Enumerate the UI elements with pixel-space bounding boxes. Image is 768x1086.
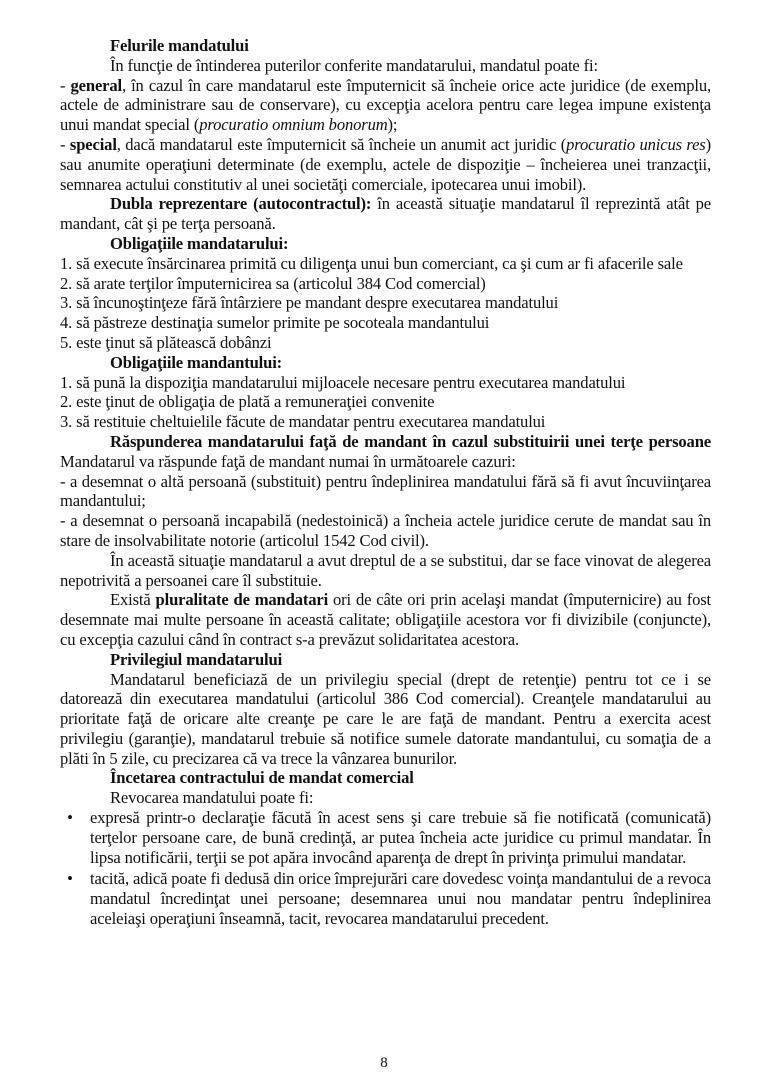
bullet-icon: •: [67, 869, 73, 889]
paragraph-revocare-intro: Revocarea mandatului poate fi:: [110, 788, 314, 808]
list-item: 3. să restituie cheltuielile făcute de mandatar pentru executarea mandatului: [60, 412, 546, 432]
paragraph-intro: În funcţie de întinderea puterilor conferite mandatarului, mandatul poate fi:: [110, 55, 598, 75]
list-item: 1. să pună la dispoziţia mandatarului mijloacele necesare pentru executarea mandatului: [60, 372, 626, 392]
page-number: 8: [380, 1055, 388, 1071]
term-pluralitate: pluralitate de mandatari: [155, 590, 329, 610]
list-item: 4. să păstreze destinaţia sumelor primite pe socoteala mandantului: [60, 313, 490, 333]
latin-term: procuratio unicus res: [566, 134, 706, 154]
term-general: general: [70, 75, 122, 95]
paragraph-privilegiu: Mandatarul beneficiază de un privilegiu special (drept de retenţie) pentru tot ce i se datorează din executarea mandatului (articolul 386 Cod comercial). Creanţele mandatarului au prioritate faţă de oricare alte creanţe pe care le are faţă de mandant. Pentru a exercita acest privilegiu (garanţie), mandatarul trebuie să notifice sumele datorate mandantului, cu somaţia de a plăti în 5 zile, cu precizarea că va trece la vânzarea bunurilor.: [60, 669, 711, 768]
bullet-icon: •: [67, 808, 73, 828]
paragraph-raspundere: Răspunderea mandatarului faţă de mandant în cazul substituirii unei terţe persoane Mandatarul va răspunde faţă de mandant numai în următoarele cazuri:: [60, 431, 711, 471]
list-revocare: [60, 808, 711, 929]
paragraph-general: - general, în cazul în care mandatarul este împuternicit să încheie orice acte juridice (de exemplu, actele de administrare sau de conservare), cu excepţia acelora pentru care legea impune existenţa unui mandat special (procuratio omnium bonorum);: [60, 75, 711, 135]
section-title-incetare: Încetarea contractului de mandat comercial: [110, 768, 414, 788]
latin-term: procuratio omnium bonorum: [199, 115, 388, 135]
paragraph-caz-2: - a desemnat o persoană incapabilă (nedestoinică) a încheia actele juridice cerute de mandat sau în stare de insolvabilitate notorie (articolul 1542 Cod civil).: [60, 511, 711, 550]
list-item: 2. să arate terţilor împuternicirea sa (articolul 384 Cod comercial): [60, 273, 486, 293]
list-obligatii-mandant: [60, 373, 711, 432]
list-item: 3. să încunoştinţeze fără întârziere pe mandant despre executarea mandatului: [60, 293, 559, 313]
section-title-obligatii-mandatar: Obligaţiile mandatarului:: [110, 233, 289, 253]
term-special: special: [69, 134, 117, 154]
list-obligatii-mandatar: [60, 254, 711, 353]
list-item: 5. este ţinut să plătească dobânzi: [60, 332, 272, 352]
section-title-felurile: Felurile mandatului: [110, 36, 249, 55]
list-item: • expresă printr-o declaraţie făcută în acest sens şi care trebuie să fie notificată (comunicată) terţelor persoane care, de bună credinţă, ar putea încheia acte juridice cu primul mandatar. În lipsa notificării, terţii se pot apăra invocând aparenţa de drept în privinţa primului mandatar.: [90, 808, 711, 867]
section-title-privilegiu: Privilegiul mandatarului: [110, 649, 283, 669]
paragraph-pluralitate: Există pluralitate de mandatari ori de câte ori prin acelaşi mandat (împuternicire) au fost desemnate mai multe persoane în această calitate; obligaţiile acestora vor fi divizibile (conjuncte), cu excepţia cazului când în contract s-a prevăzut solidaritatea acestora.: [60, 590, 711, 649]
list-item: • tacită, adică poate fi dedusă din orice împrejurări care dovedesc voinţa mandantului de a revoca mandatul încredinţat unei persoane; desemnarea unui nou mandatar pentru îndeplinirea aceleiaşi operaţiuni înseamnă, tacit, revocarea mandatarului precedent.: [90, 869, 711, 928]
section-title-obligatii-mandant: Obligaţiile mandantului:: [110, 352, 283, 372]
list-item: 1. să execute însărcinarea primită cu diligenţa unui bun comerciant, ca şi cum ar fi afacerile sale: [60, 253, 683, 273]
paragraph-dubla-reprezentare: Dubla reprezentare (autocontractul): în această situaţie mandatarul îl reprezintă atât pe mandant, cât şi pe terţa persoană.: [60, 194, 712, 234]
paragraph-special: - special, dacă mandatarul este împuternicit să încheie un anumit act juridic (procuratio unicus res) sau anumite operaţiuni determinate (de exemplu, actele de dispoziţie – încheierea unei tranzacţii, semnarea actului constitutiv al unei societăţi comerciale, ipotecarea unui imobil).: [60, 134, 712, 194]
list-item: 2. este ţinut de obligaţia de plată a remuneraţiei convenite: [60, 392, 435, 412]
document-page: [60, 36, 711, 931]
section-title-raspundere: Răspunderea mandatarului faţă de mandant în cazul substituirii unei terţe persoane: [110, 431, 711, 451]
term-dubla: Dubla reprezentare (autocontractul):: [110, 194, 372, 214]
paragraph-caz-1: - a desemnat o altă persoană (substituit) pentru îndeplinirea mandatului fără să fi avut încuviinţarea mandantului;: [60, 471, 711, 511]
paragraph-substituire: În această situaţie mandatarul a avut dreptul de a se substitui, dar se face vinovat de alegerea nepotrivită a persoanei care îl substituie.: [60, 550, 711, 590]
